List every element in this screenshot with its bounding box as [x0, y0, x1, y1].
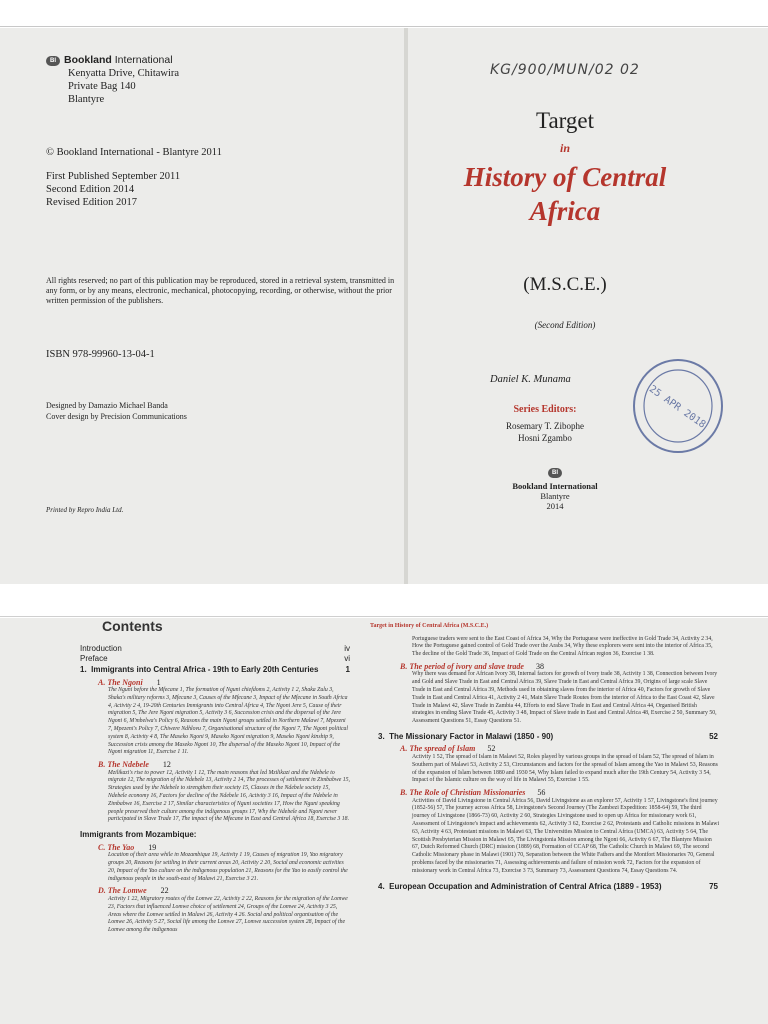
- publisher-line: Blantyre: [540, 491, 570, 501]
- designer-credit: Designed by Damazio Michael Banda: [46, 401, 168, 410]
- title-line: History of Central: [463, 162, 667, 192]
- edition-line: First Published September 2011: [46, 171, 181, 182]
- handwritten-catalog-code: KG/900/MUN/02 02: [490, 62, 640, 78]
- book-gutter: [404, 28, 408, 584]
- stamp-date: 25 APR 2018: [646, 383, 708, 431]
- toc-section-topics: Activity 1 22, Migratory routes of the Lomwe 22, Activity 2 22, Reasons for the migration of the Lomwe 23, Factors that influenced Lomwe choice of settlement 24, Groups of the Lomwe 24, Activity 3 25, Areas where the Lomwe settled in Malawi 26, Activity 4 26. Social and political organisation of the Lomwe 26, Activity 5 27, Social life among the Lomwe 27, Lomwe succession system 28, Impact of the Lomwe among the indigenous: [108, 895, 348, 934]
- edition-history: [46, 170, 180, 209]
- editor-name: Hosni Zgambo: [518, 433, 572, 443]
- publisher-name: Bookland International: [64, 54, 173, 66]
- edition-line: Second Edition 2014: [46, 184, 135, 195]
- title-in: in: [559, 141, 570, 155]
- toc-front-item: Preface vi: [80, 653, 350, 663]
- book-main-title: [410, 160, 720, 228]
- publisher-logo-icon: BI: [46, 56, 60, 66]
- isbn: ISBN 978-99960-13-04-1: [46, 349, 155, 360]
- toc-section-topics: Why there was demand for African Ivory 38, Internal factors for growth of Ivory trade 38, Activity 1 38, Connection between Ivory and Gold and Slave Trade in East and Central Africa 39, Slave Trade in East and Central Africa 39, Origins of large scale Slave Trade in East and Central Africa 39, Methods used in obtaining slaves from the interior of Africa 40, Factors for growth of Slave Trade in East and Central Africa 41, Activity 2 41, Main Slave Trade Routes from the interior of Africa to the East Coast 42, Slave Trade in Malawi 42, Slave Trade in Zambia 44, Efforts to end Slave Trade in East and Central Africa 44, Organised British strategies in ending Slave Trade 45, Activity 3 48, Impact of Slave trade in East and Central Africa 48, Exercise 2 50, Summary 50, Assessment Questions 51, Essay Questions 51.: [412, 671, 718, 725]
- toc-section-topics: Portuguese traders were sent to the East Coast of Africa 34, Why the Portuguese were ineffective in Gold Trade 34, Activity 2 34, How the Portuguese gained control of Gold Trade over the Arabs 34, Why these explorers were sent into the interior of Africa 35, The decline of the Gold Trade 36, Impact of Gold Trade on the Central African region 36, Exercise 1 38.: [412, 635, 713, 658]
- page-divider: [0, 616, 768, 617]
- printer-credit: Printed by Repro India Ltd.: [46, 506, 124, 514]
- publisher-line: Bookland International: [512, 481, 598, 491]
- address-line: Blantyre: [68, 94, 105, 105]
- toc-section: A. The Ngoni 1: [98, 677, 161, 687]
- top-rule: [0, 26, 768, 27]
- title-page: [410, 28, 760, 584]
- toc-section: B. The period of ivory and slave trade 38: [400, 661, 544, 671]
- toc-section: C. The Yao 19: [98, 842, 157, 852]
- credits: [46, 400, 187, 422]
- contents-left-column: [80, 644, 350, 935]
- toc-section: B. The Role of Christian Missionaries 56: [400, 788, 546, 798]
- title-line: Africa: [529, 196, 601, 226]
- editor-name: Rosemary T. Zibophe: [506, 421, 584, 431]
- toc-section: A. The spread of Islam 52: [400, 744, 496, 754]
- title-edition: (Second Edition): [534, 320, 596, 330]
- series-editors-label: Series Editors:: [513, 404, 577, 415]
- toc-group-heading: Immigrants from Mozambique:: [80, 830, 197, 840]
- toc-section-topics: Location of their area while in Mozambique 19, Activity 1 19, Causes of migration 19, Yao migratory groups 20, Reasons for settling in their current areas 20, Activity 2 20, Social and economic activities 20, Impact of the Yao culture on the indigenous population 21, Reasons for the Yao to easily control the indigenous people in the south-east of Malawi 21, Exercise 3 21.: [108, 852, 348, 882]
- title-page-publisher: [410, 468, 700, 511]
- title-msce: (M.S.C.E.): [523, 274, 607, 295]
- rights-notice: All rights reserved; no part of this publication may be reproduced, stored in a retrieval system, transmitted in any form, or by any means, electronic, mechanical, photocopying, recording, or otherwise, without the prior written permission of the publishers.: [46, 276, 395, 305]
- contents-scan: [0, 618, 768, 1024]
- imprint-page: [46, 54, 396, 514]
- title-target: Target: [536, 108, 594, 133]
- address-line: Kenyatta Drive, Chitawira: [68, 68, 180, 79]
- author-name: Daniel K. Munama: [490, 374, 571, 385]
- publisher-address: [68, 67, 396, 106]
- toc-section-topics: Activities of David Livingstone in Central Africa 56, David Livingstone as an explorer 57, Activity 1 57, Livingstone's first journey (1852-56) 57, The journey across Africa 58, Livingstone's Second Journey (The Zambezi Expedition: 1858-64) 59, The third journey of Livingstone (1866-73) 60, Activity 2 60, Strategies Livingstone used to open up Africa for missionary work 61, Assessment of Livingstone's impact and achievements 62, Activity 3 62, Exercise 2 62, Protestants and Catholic missions in Malawi 63, Activity 4 63, Protestant missions in Malawi 63, The Universities Mission to Central Africa (UMCA) 63, Activity 5 64, The Scottish Presbyterian Mission in Malawi 65, The Livingstonia Mission among the Ngoni 66, Activity 6 67, The Blantyre Mission 67, Dutch Reformed Church (DRC) mission (1889) 68, Formation of CCAP 68, The Catholic Church in Malawi 69, The second Catholic Missionary phase in Malawi (1901) 70, Separation between the White Fathers and the Montfort Missionaries 70, General problems faced by the missionaries 71, Assessing achievements and failure of mission work 72, Factors for the expansion of missionary work in Central Africa 73, Exercise 3 73, Summary 73, Assessment Questions 74, Essay Questions 74.: [412, 797, 720, 874]
- publisher-heading: [46, 54, 396, 67]
- toc-section: D. The Lomwe 22: [98, 886, 169, 896]
- cover-credit: Cover design by Precision Communications: [46, 412, 187, 421]
- library-stamp-icon: [628, 356, 728, 456]
- toc-chapter-4: 4. European Occupation and Administration of Central Africa (1889 - 1953) 75: [378, 881, 718, 891]
- toc-chapter-3: 3. The Missionary Factor in Malawi (1850 - 90) 52: [378, 731, 718, 741]
- contents-right-column: [370, 622, 720, 891]
- publisher-logo-icon: BI: [548, 468, 562, 478]
- toc-front-item: Introduction iv: [80, 644, 350, 653]
- toc-section-topics: Mzilikazi's rise to power 12, Activity 1 12, The main reasons that led Mzilikazi and the Ndebele to migrate 12, The migration of the Ndebele 13, Activity 2 14, The processes of settlement in Zimbabwe 15, Strategies used by the Ndebele to strengthen their society 15, Classes in the Ndebele society 15, Ndebele economy 16, Factors for decline of the Ndebele 16, Activity 3 16, Impact of the Ndebele in Zimbabwe 16, Exercise 2 17, Similar characteristics of Nguni societies 17, How the Nguni speaking people preserved their culture among the indigenous groups 17, Why the Ndebele and Ngoni never participated in Slave Trade 17, The impact of the Mfecane in East and Central Africa 18, Exercise 3 18.: [108, 769, 350, 823]
- copyright-line: © Bookland International - Blantyre 2011: [46, 147, 222, 158]
- address-line: Private Bag 140: [68, 81, 136, 92]
- toc-chapter-1: 1. Immigrants into Central Africa - 19th to Early 20th Centuries 1: [80, 665, 350, 674]
- book-spread-scan: [0, 28, 768, 584]
- toc-section: B. The Ndebele 12: [98, 760, 171, 770]
- publisher-line: 2014: [546, 501, 564, 511]
- running-head: Target in History of Central Africa (M.S.C.E.): [370, 623, 489, 629]
- toc-section-topics: The Nguni before the Mfecane 1, The formation of Nguni chiefdoms 2, Activity 1 2, Shaka Zulu 3, Shaka's military reforms 3, Mfecane 3, Causes of the Mfecane 3, Impact of the Mfecane in South Africa 4, Activity 2 4, 19-20th Centuries Immigrants into Central Africa 4, The Ngoni Jere 5, Cause of their migration 5, The Jere Ngoni migration 5, Activity 3 6, Succession crisis and the dispersal of the Jere Ngoni 6, M'mbelwa's Policy 6, Reasons the main Ngoni groups settled in Northern Malawi 7, Mpezeni 7, Mpezeni's Policy 7, Chiwere Ndhlovu 7, Organisational structure of the Ngoni 7, The Ngoni political system 8, Activity 4 8, The Maseko Ngoni 9, Maseko Ngoni migration 9, Maseko Ngoni kinship 9, Succession crisis among the Maseko Ngoni 10, The dispersal of the Maseko Ngoni 10, Impact of the Ngoni migration 11, Exercise 1 11.: [108, 687, 349, 756]
- contents-title: Contents: [102, 618, 163, 634]
- toc-section-topics: Activity 1 52, The spread of Islam in Malawi 52, Roles played by various groups in the spread of Islam 52, The spread of Islam in Southern part of Malawi 53, Activity 2 53, Circumstances and factors for the spread of Islam among the Yao in Malawi 53, Reasons of the expansion of Islam between 1880 and 1930 54, Why Islam failed to expand much after the 19th Century 54, Activity 3 54, Impact of the Islamic culture on the way of life in Malawi 55, Exercise 1 55.: [412, 753, 718, 784]
- edition-line: Revised Edition 2017: [46, 197, 137, 208]
